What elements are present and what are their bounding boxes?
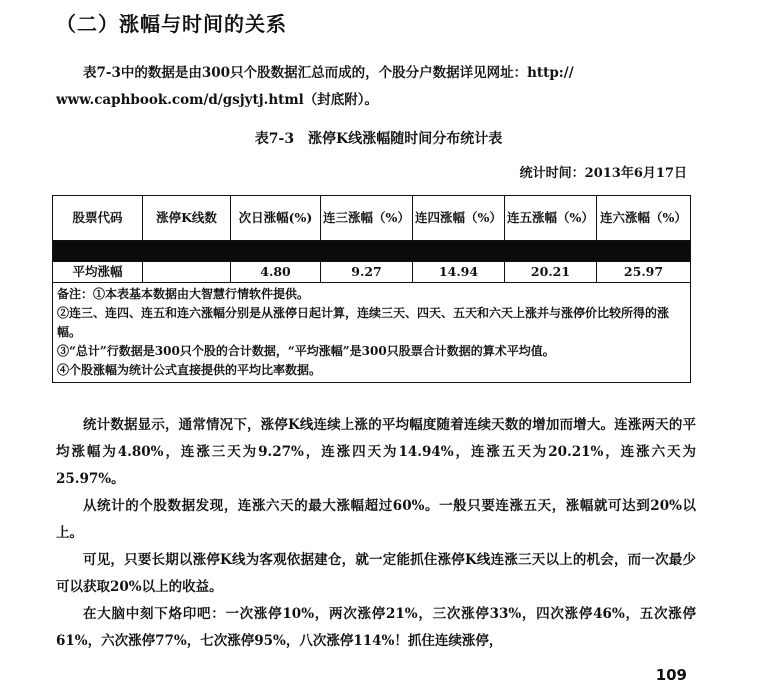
paragraph-4: 在大脑中刻下烙印吧：一次涨停10%，两次涨停21%，三次涨停33%，四次涨停46%，五次涨停61%，六次涨停77%，七次涨停95%，八次涨停114%！抓住连续涨停， — [56, 606, 696, 649]
header-cell: 连六涨幅（%） — [597, 196, 691, 241]
table-cell: 平均涨幅 — [53, 262, 143, 283]
header-cell: 连三涨幅（%） — [321, 196, 413, 241]
redacted-bar — [53, 241, 691, 262]
intro-line-1: 表7-3中的数据是由300只个股数据汇总而成的，个股分户数据详见网址：http:// — [83, 65, 574, 81]
notes-row — [53, 283, 691, 383]
intro-line-2: www.caphbook.com/d/gsjytj.html（封底附）。 — [56, 92, 379, 108]
note-2: ②连三、连四、连五和连六涨幅分别是从涨停日起计算，连续三天、四天、五天和六天上涨并与涨停价比较所得的涨幅。 — [57, 306, 670, 339]
body-text — [56, 412, 696, 655]
paragraph-2: 从统计的个股数据发现，连涨六天的最大涨幅超过60%。一般只要连涨五天，涨幅就可达到20%以上。 — [56, 498, 696, 541]
table-cell: 4.80 — [231, 262, 321, 283]
table-cell: 25.97 — [597, 262, 691, 283]
table-cell: 9.27 — [321, 262, 413, 283]
header-cell: 涨停K线数 — [143, 196, 231, 241]
stats-table — [52, 195, 691, 383]
note-1: 备注：①本表基本数据由大智慧行情软件提供。 — [57, 287, 310, 301]
table-title: 表7-3 涨停K线涨幅随时间分布统计表 — [254, 131, 503, 147]
header-cell: 次日涨幅(%) — [231, 196, 321, 241]
section-heading: （二）涨幅与时间的关系 — [56, 12, 287, 36]
table-date: 统计时间：2013年6月17日 — [519, 166, 687, 181]
table-cell — [143, 262, 231, 283]
header-cell: 股票代码 — [53, 196, 143, 241]
page-number: 109 — [655, 666, 687, 684]
notes-cell — [53, 283, 691, 383]
note-3: ③“总计”行数据是300只个股的合计数据，“平均涨幅”是300只股票合计数据的算术平均值。 — [57, 344, 555, 358]
table-header-row — [53, 196, 691, 241]
redacted-row — [53, 241, 691, 262]
table-cell: 14.94 — [413, 262, 505, 283]
paragraph-1: 统计数据显示，通常情况下，涨停K线连续上涨的平均幅度随着连续天数的增加而增大。连涨两天的平均涨幅为4.80%，连涨三天为9.27%，连涨四天为14.94%，连涨五天为20.21%，连涨六天为25.97%。 — [56, 417, 696, 487]
note-4: ④个股涨幅为统计公式直接提供的平均比率数据。 — [57, 363, 322, 377]
header-cell: 连五涨幅（%） — [505, 196, 597, 241]
header-cell: 连四涨幅（%） — [413, 196, 505, 241]
intro-paragraph — [56, 60, 696, 114]
paragraph-3: 可见，只要长期以涨停K线为客观依据建仓，就一定能抓住涨停K线连涨三天以上的机会，而一次最少可以获取20%以上的收益。 — [56, 552, 696, 595]
table-row — [53, 262, 691, 283]
table-cell: 20.21 — [505, 262, 597, 283]
